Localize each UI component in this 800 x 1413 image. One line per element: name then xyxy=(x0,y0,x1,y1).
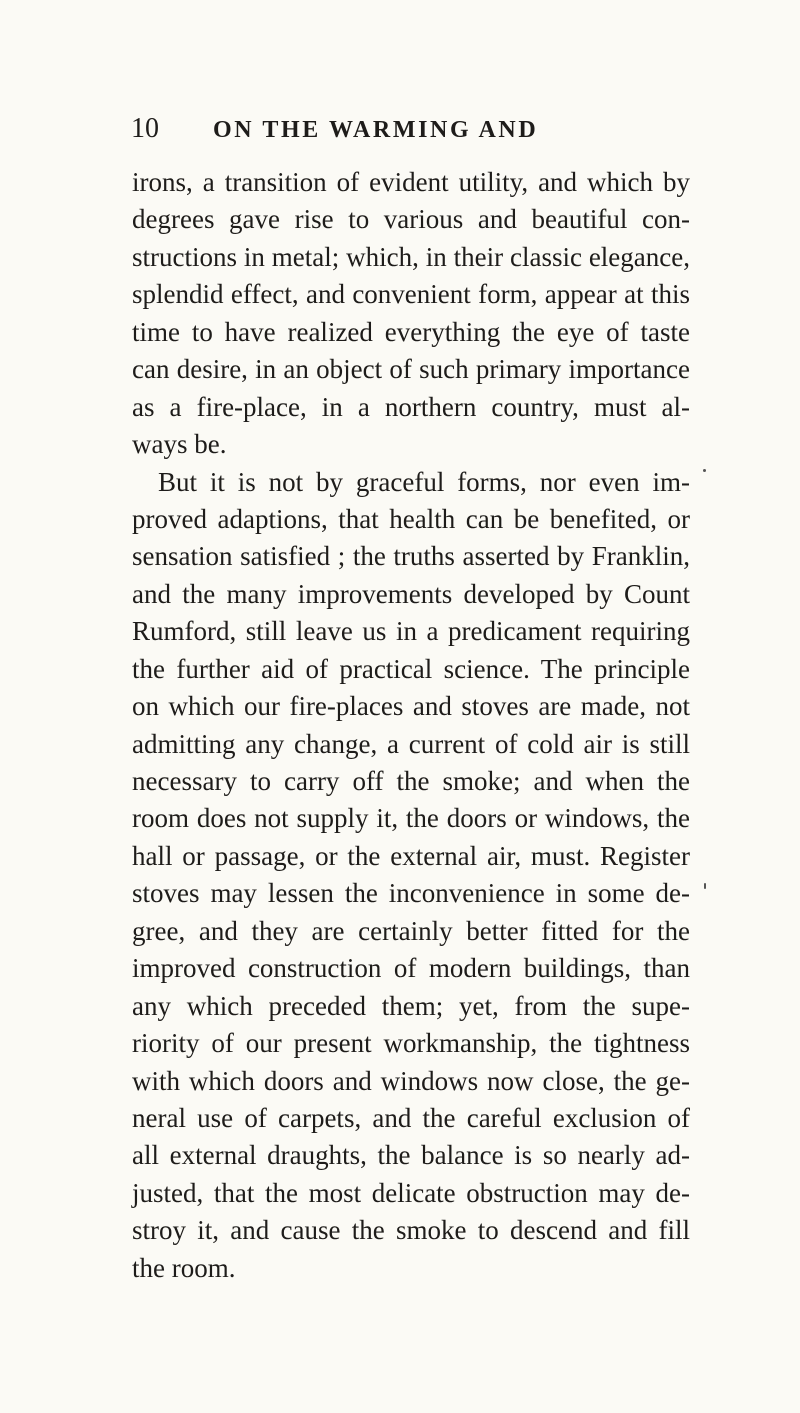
text-line: all external draughts, the balance is so nearly ad- xyxy=(132,1140,690,1171)
paragraph-2 xyxy=(132,464,690,1288)
text-line: room does not supply it, the doors or windows, the xyxy=(132,803,690,834)
text-line: any which preceded them; yet, from the supe- xyxy=(132,990,690,1021)
text-line: the further aid of practical science. The principle xyxy=(132,653,690,684)
text-line: Rumford, still leave us in a predicament requiring xyxy=(132,616,690,647)
text-line: But it is not by graceful forms, nor even im- xyxy=(158,466,690,497)
text-line: time to have realized everything the eye of taste xyxy=(132,316,690,347)
running-head: ON THE WARMING AND xyxy=(213,117,539,143)
text-line: necessary to carry off the smoke; and when the xyxy=(132,766,690,796)
text-line: irons, a transition of evident utility, and which by xyxy=(132,167,690,197)
text-line: sensation satisfied ; the truths asserted by Franklin, xyxy=(132,541,690,572)
text-line: hall or passage, or the external air, must. Register xyxy=(132,840,690,871)
body-text xyxy=(132,164,690,1287)
text-line: ways be. xyxy=(132,429,227,460)
page-header xyxy=(0,113,800,145)
margin-speck xyxy=(704,883,706,889)
text-line: and the many improvements developed by Count xyxy=(132,578,690,609)
text-line: neral use of carpets, and the careful exclusion of xyxy=(132,1102,690,1133)
text-line: stoves may lessen the inconvenience in some de- xyxy=(132,878,690,909)
text-line: splendid effect, and convenient form, appear at this xyxy=(132,279,690,310)
text-line: the room. xyxy=(132,1252,236,1283)
text-line: degrees gave rise to various and beautiful con- xyxy=(132,204,690,235)
text-line: admitting any change, a current of cold air is still xyxy=(132,728,690,759)
page-number: 10 xyxy=(131,113,159,144)
text-line: can desire, in an object of such primary importance xyxy=(132,354,690,385)
text-line: justed, that the most delicate obstruction may de- xyxy=(132,1177,690,1208)
text-line: with which doors and windows now close, the ge- xyxy=(132,1065,690,1096)
text-line: improved construction of modern buildings, than xyxy=(132,953,690,984)
text-line: gree, and they are certainly better fitted for the xyxy=(132,915,690,946)
text-line: stroy it, and cause the smoke to descend and fill xyxy=(132,1215,690,1246)
paragraph-1 xyxy=(132,164,690,464)
text-line: as a fire-place, in a northern country, must al- xyxy=(132,391,690,422)
text-line: on which our fire-places and stoves are made, not xyxy=(132,691,690,722)
text-line: structions in metal; which, in their classic elegance, xyxy=(132,241,690,272)
text-line: riority of our present workmanship, the tightness xyxy=(132,1028,690,1059)
margin-speck xyxy=(703,469,706,472)
text-line: proved adaptions, that health can be benefited, or xyxy=(132,503,690,534)
